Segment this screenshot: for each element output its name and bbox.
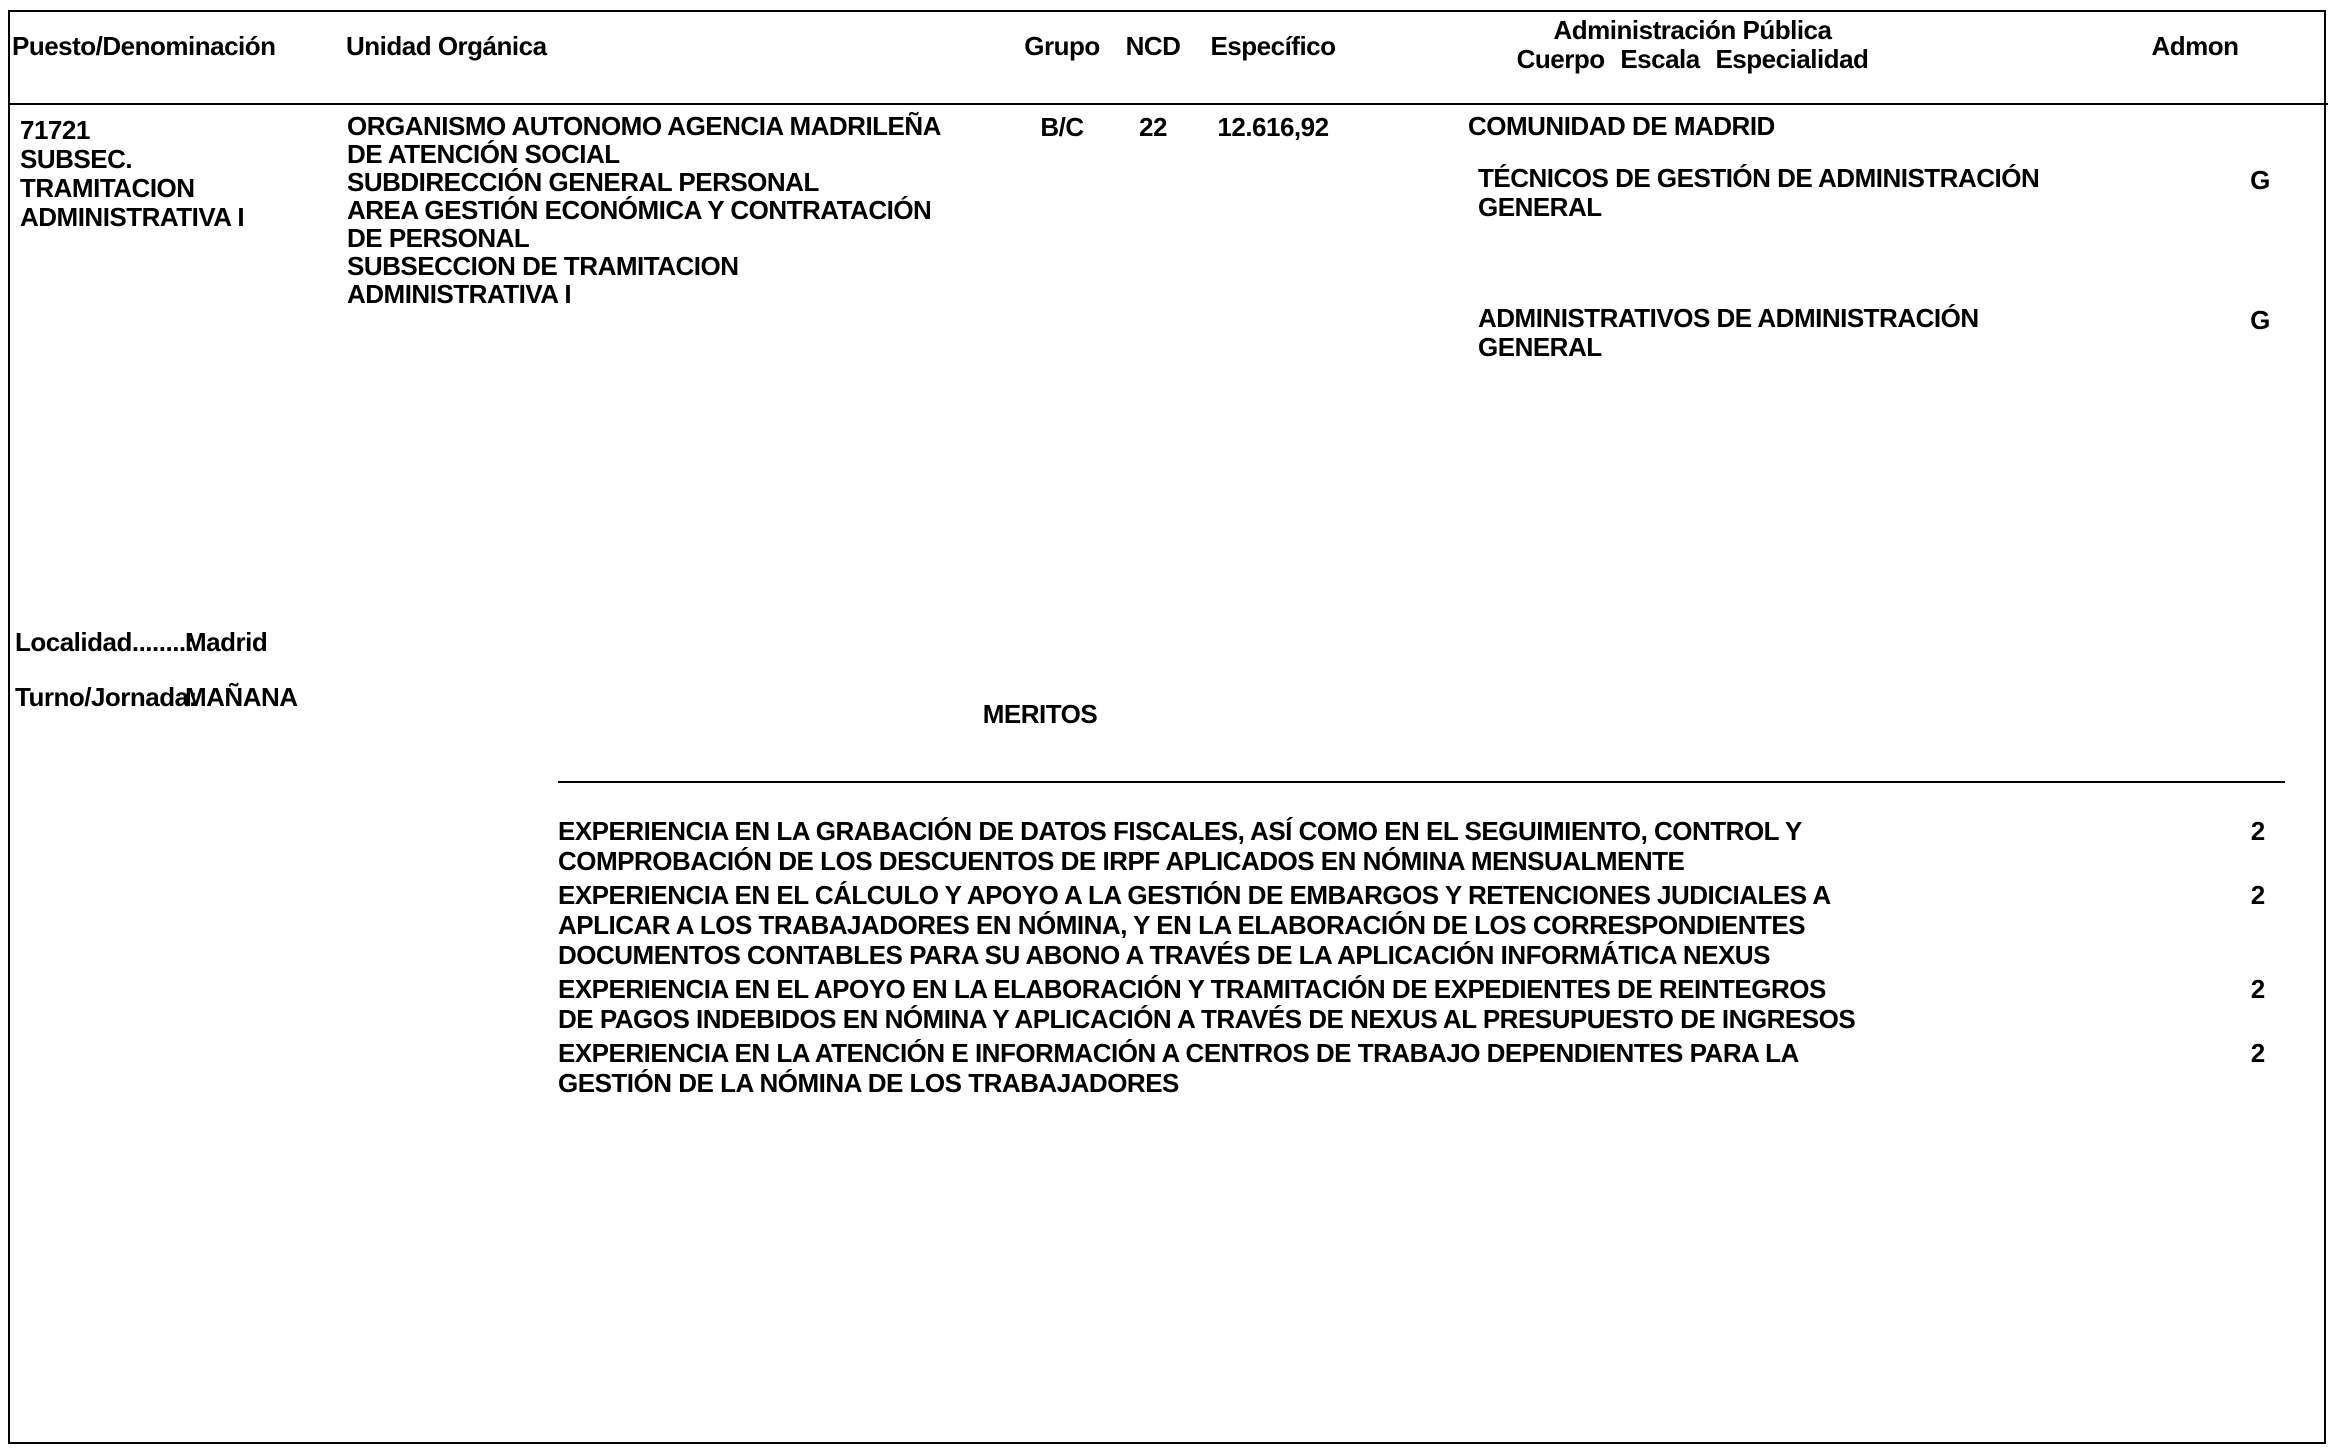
merit-text-line: COMPROBACIÓN DE LOS DESCUENTOS DE IRPF APLICADOS EN NÓMINA MENSUALMENTE [558,846,1685,876]
header-divider-line [8,103,2328,105]
unidad-organica-line: SUBDIRECCIÓN GENERAL PERSONAL [347,167,819,197]
column-header-cuerpo-escala-especialidad: Cuerpo Escala Especialidad [1516,44,1869,74]
merit-points-value: 2 [2250,1038,2266,1068]
merit-points-value: 2 [2250,974,2266,1004]
localidad-label: Localidad........: [15,627,194,657]
column-header-administracion-publica-line1: Administración Pública [1553,15,1832,45]
column-header-ncd: NCD [1125,31,1181,61]
column-header-admon: Admon [2151,31,2239,61]
admon-value: G [2250,305,2270,335]
merit-text-line: DOCUMENTOS CONTABLES PARA SU ABONO A TRAVÉS DE LA APLICACIÓN INFORMÁTICA NEXUS [558,940,1770,970]
unidad-organica-line: ADMINISTRATIVA I [347,279,572,309]
column-header-unidad: Unidad Orgánica [346,31,547,61]
administracion-publica-value: COMUNIDAD DE MADRID [1468,111,1775,141]
merit-text [558,816,1978,876]
merit-text-line: GESTIÓN DE LA NÓMINA DE LOS TRABAJADORES [558,1068,1179,1098]
merit-item [558,974,2298,1034]
merit-text-line: EXPERIENCIA EN LA ATENCIÓN E INFORMACIÓN A CENTROS DE TRABAJO DEPENDIENTES PARA LA [558,1038,1799,1068]
puesto-id: 71721 [20,115,90,145]
column-header-puesto: Puesto/Denominación [12,31,276,61]
merit-points-value: 2 [2250,816,2266,846]
merit-text-line: EXPERIENCIA EN EL CÁLCULO Y APOYO A LA GESTIÓN DE EMBARGOS Y RETENCIONES JUDICIALES A [558,880,1831,910]
puesto-denominacion-line: SUBSEC. [20,144,133,174]
unidad-organica-cell [347,112,941,308]
merit-text-line: DE PAGOS INDEBIDOS EN NÓMINA Y APLICACIÓN A TRAVÉS DE NEXUS AL PRESUPUESTO DE INGRESOS [558,1004,1856,1034]
admon-value: G [2250,165,2270,195]
cuerpo-name-line: TÉCNICOS DE GESTIÓN DE ADMINISTRACIÓN [1478,163,2040,193]
unidad-organica-line: SUBSECCION DE TRAMITACION [347,251,739,281]
puesto-denominacion-line: ADMINISTRATIVA I [20,202,245,232]
merit-item [558,816,2298,876]
cuerpo-item [1478,164,2039,222]
merit-text [558,1038,1978,1098]
localidad-value: Madrid [185,627,268,657]
cuerpo-name-line: GENERAL [1478,192,1602,222]
column-header-administracion-publica [1440,16,1945,74]
ncd-value: 22 [1139,112,1167,142]
turno-jornada-label: Turno/Jornada: [15,682,197,712]
merit-text-line: EXPERIENCIA EN LA GRABACIÓN DE DATOS FISCALES, ASÍ COMO EN EL SEGUIMIENTO, CONTROL Y [558,816,1802,846]
grupo-value: B/C [1040,112,1084,142]
merit-item [558,880,2298,970]
column-header-especifico: Específico [1210,31,1336,61]
merit-item [558,1038,2298,1098]
column-header-grupo: Grupo [1024,31,1100,61]
unidad-organica-line: DE PERSONAL [347,223,530,253]
unidad-organica-line: DE ATENCIÓN SOCIAL [347,139,620,169]
cuerpo-name-line: ADMINISTRATIVOS DE ADMINISTRACIÓN [1478,303,1979,333]
puesto-denominacion-line: TRAMITACION [20,173,195,203]
unidad-organica-line: AREA GESTIÓN ECONÓMICA Y CONTRATACIÓN [347,195,932,225]
cuerpo-name-line: GENERAL [1478,332,1602,362]
merit-text [558,880,1978,970]
meritos-list [558,816,2298,1102]
merit-text-line: EXPERIENCIA EN EL APOYO EN LA ELABORACIÓN Y TRAMITACIÓN DE EXPEDIENTES DE REINTEGROS [558,974,1826,1004]
meritos-separator-line [558,781,2285,783]
merit-text-line: APLICAR A LOS TRABAJADORES EN NÓMINA, Y EN LA ELABORACIÓN DE LOS CORRESPONDIENTES [558,910,1806,940]
merit-text [558,974,1978,1034]
merit-points-value: 2 [2250,880,2266,910]
puesto-denominacion-cell [20,116,244,232]
meritos-title: MERITOS [982,699,1098,729]
especifico-value: 12.616,92 [1217,112,1329,142]
cuerpo-item [1478,304,1979,362]
unidad-organica-line: ORGANISMO AUTONOMO AGENCIA MADRILEÑA [347,111,941,141]
turno-jornada-value: MAÑANA [185,682,298,712]
